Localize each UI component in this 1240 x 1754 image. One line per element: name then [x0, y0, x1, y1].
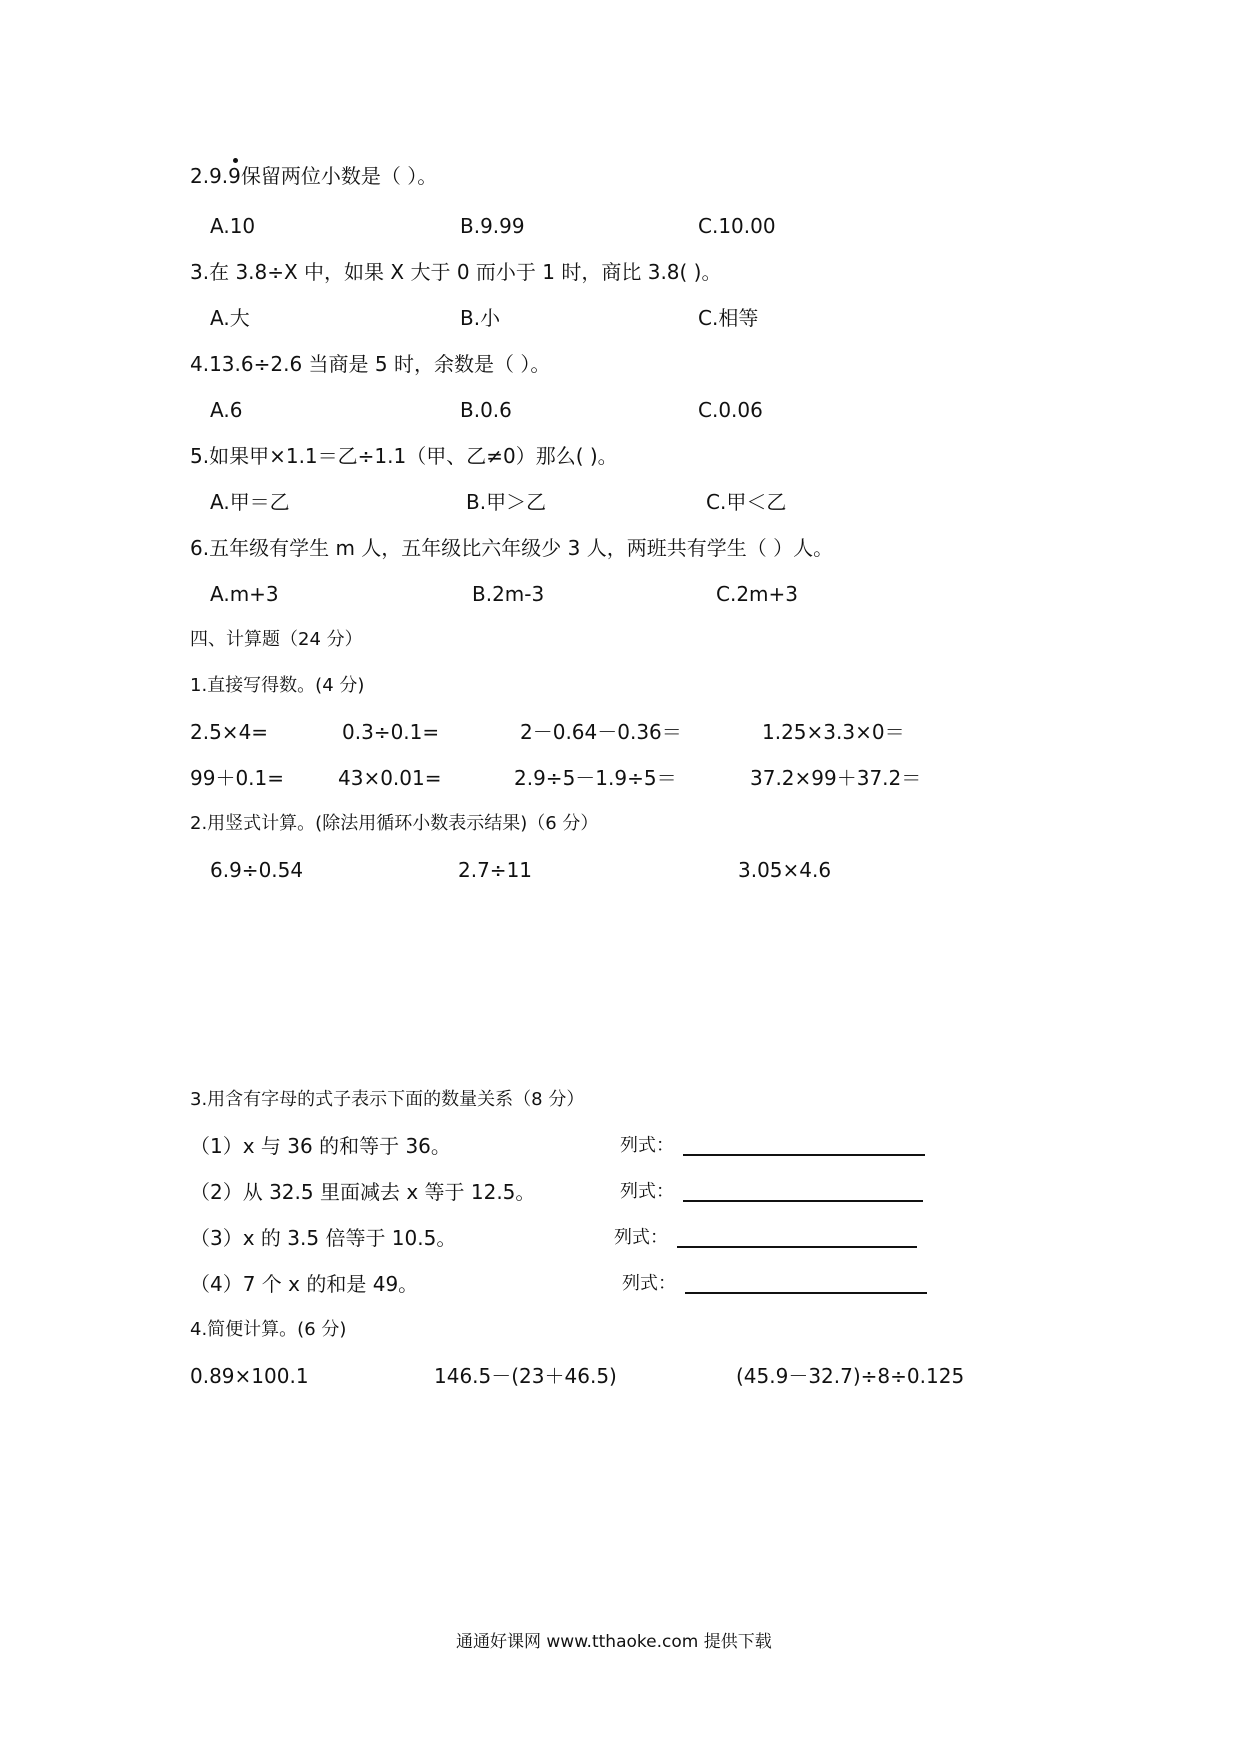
q3-option-a: A.大 — [210, 306, 250, 330]
expression-label-1: 列式： — [620, 1135, 674, 1156]
q5-option-a: A.甲＝乙 — [210, 490, 290, 514]
calc-1-1: 2.5×4= — [190, 720, 269, 744]
footer-source: 通通好课网 www.tthaoke.com 提供下载 — [456, 1632, 772, 1652]
question-3-stem: 3.在 3.8÷X 中，如果 X 大于 0 而小于 1 时，商比 3.8( )。 — [190, 260, 722, 284]
q5-option-c: C.甲＜乙 — [706, 490, 787, 514]
expression-label-3: 列式： — [614, 1227, 668, 1248]
q4-option-a: A.6 — [210, 398, 243, 422]
expression-item-1: （1）x 与 36 的和等于 36。 — [190, 1134, 451, 1158]
repeating-digit: 9 — [228, 164, 241, 188]
question-2-prefix: 2.9. — [190, 164, 229, 188]
part-4-title: 4.简便计算。(6 分) — [190, 1319, 347, 1340]
calc-1-2: 0.3÷0.1= — [342, 720, 440, 744]
calc-1-3: 2－0.64－0.36＝ — [520, 720, 682, 744]
q2-option-a: A.10 — [210, 214, 256, 238]
q4-option-b: B.0.6 — [460, 398, 512, 422]
question-2-stem — [190, 162, 437, 190]
answer-line-2[interactable] — [683, 1200, 923, 1202]
answer-line-3[interactable] — [677, 1246, 917, 1248]
vertical-calc-2: 2.7÷11 — [458, 858, 533, 882]
calc-2-2: 43×0.01= — [338, 766, 442, 790]
expression-item-3: （3）x 的 3.5 倍等于 10.5。 — [190, 1226, 457, 1250]
expression-label-4: 列式： — [622, 1273, 676, 1294]
vertical-calc-1: 6.9÷0.54 — [210, 858, 304, 882]
vertical-calc-3: 3.05×4.6 — [738, 858, 832, 882]
section-4-title: 四、计算题（24 分） — [190, 629, 363, 650]
q4-option-c: C.0.06 — [698, 398, 763, 422]
q3-option-b: B.小 — [460, 306, 501, 330]
question-6-stem: 6.五年级有学生 m 人，五年级比六年级少 3 人，两班共有学生（ ）人。 — [190, 536, 834, 560]
q6-option-a: A.m+3 — [210, 582, 279, 606]
calc-2-3: 2.9÷5－1.9÷5＝ — [514, 766, 677, 790]
q2-option-b: B.9.99 — [460, 214, 525, 238]
q2-option-c: C.10.00 — [698, 214, 776, 238]
question-4-stem: 4.13.6÷2.6 当商是 5 时，余数是（ ）。 — [190, 352, 551, 376]
calc-1-4: 1.25×3.3×0＝ — [762, 720, 905, 744]
answer-line-4[interactable] — [685, 1292, 927, 1294]
simplify-calc-3: (45.9－32.7)÷8÷0.125 — [736, 1364, 965, 1388]
part-2-title: 2.用竖式计算。(除法用循环小数表示结果)（6 分） — [190, 813, 599, 834]
q3-option-c: C.相等 — [698, 306, 759, 330]
part-1-title: 1.直接写得数。(4 分) — [190, 675, 365, 696]
question-2-suffix: 保留两位小数是（ ）。 — [240, 164, 438, 188]
q6-option-c: C.2m+3 — [716, 582, 799, 606]
question-5-stem: 5.如果甲×1.1＝乙÷1.1（甲、乙≠0）那么( )。 — [190, 444, 618, 468]
expression-label-2: 列式： — [620, 1181, 674, 1202]
expression-item-4: （4）7 个 x 的和是 49。 — [190, 1272, 419, 1296]
calc-2-1: 99＋0.1= — [190, 766, 285, 790]
q5-option-b: B.甲＞乙 — [466, 490, 547, 514]
q6-option-b: B.2m-3 — [472, 582, 545, 606]
part-3-title: 3.用含有字母的式子表示下面的数量关系（8 分） — [190, 1089, 585, 1110]
expression-item-2: （2）从 32.5 里面减去 x 等于 12.5。 — [190, 1180, 536, 1204]
simplify-calc-2: 146.5－(23＋46.5) — [434, 1364, 617, 1388]
answer-line-1[interactable] — [683, 1154, 925, 1156]
simplify-calc-1: 0.89×100.1 — [190, 1364, 309, 1388]
calc-2-4: 37.2×99＋37.2＝ — [750, 766, 922, 790]
